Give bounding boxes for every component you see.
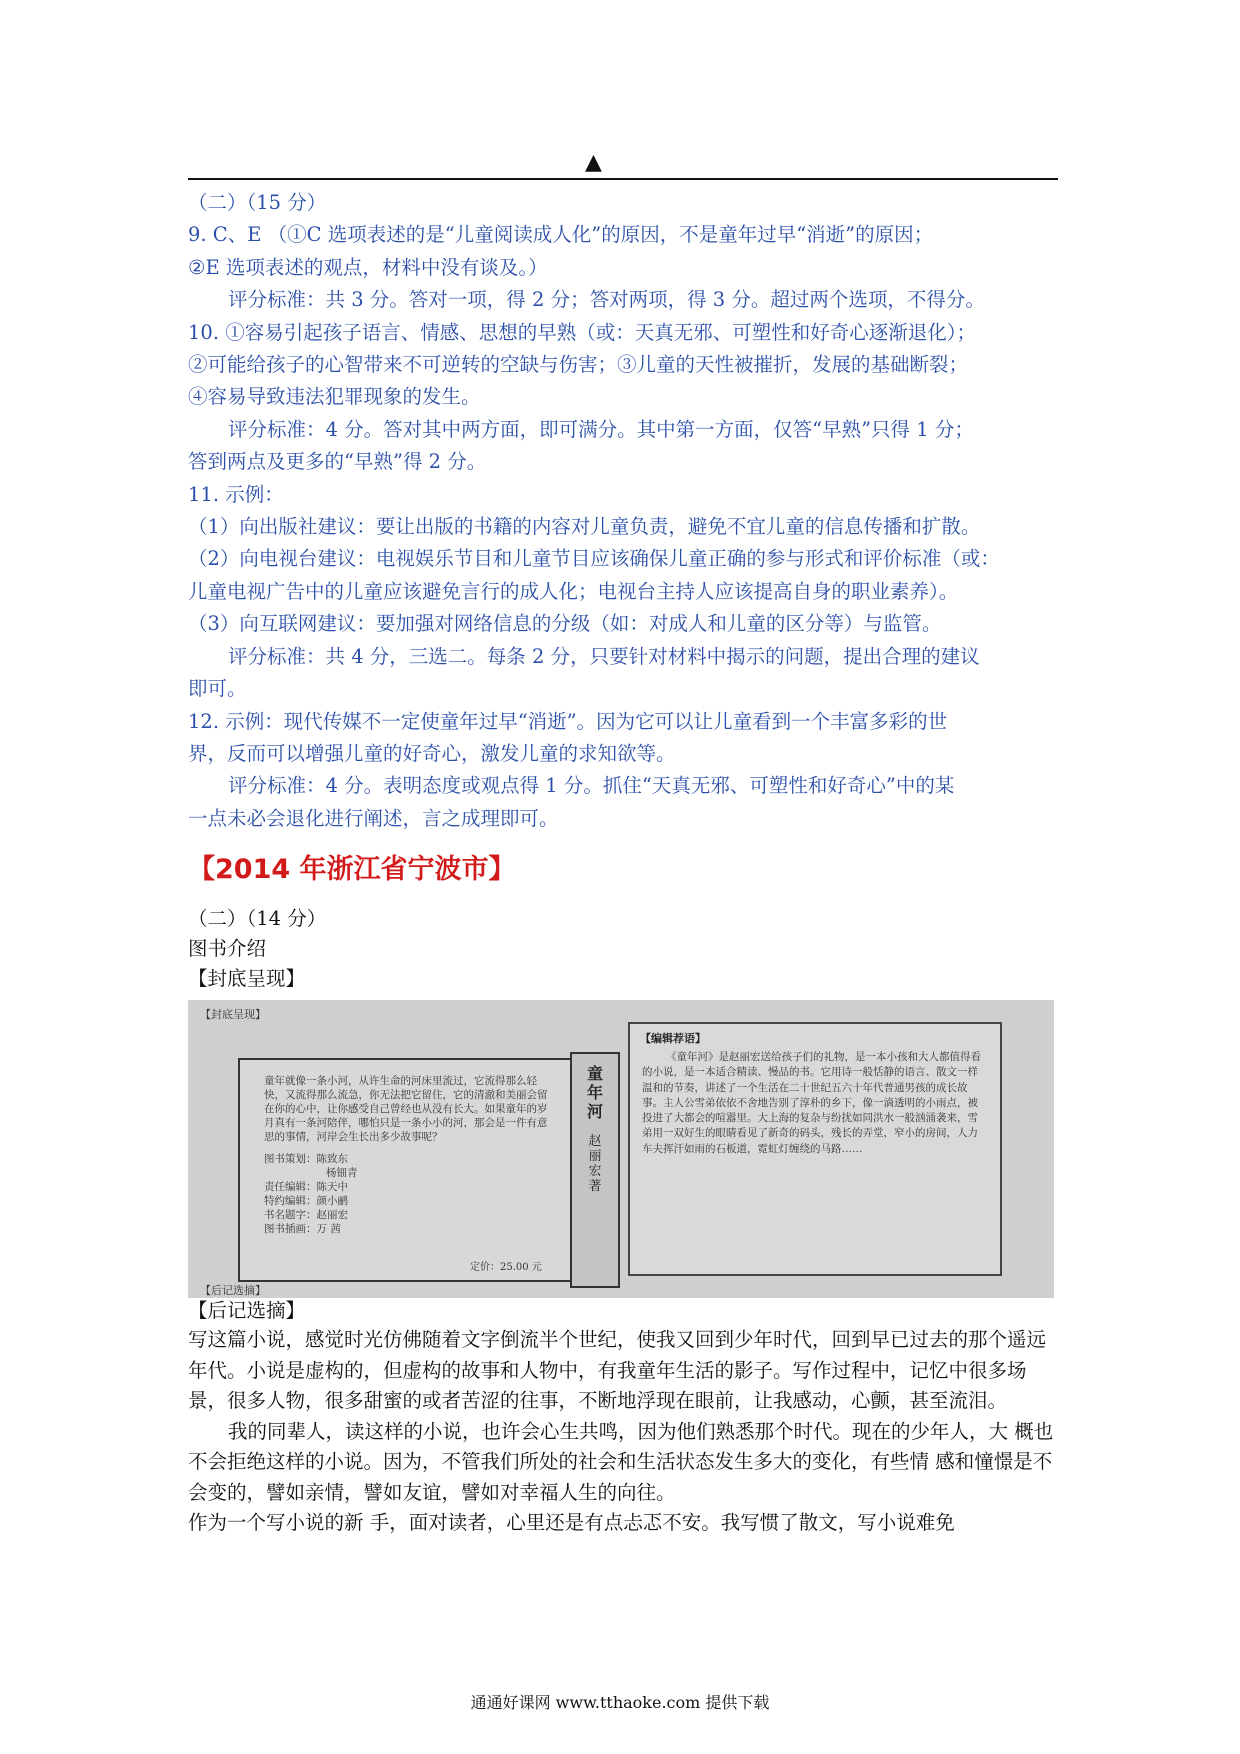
q10-score-line1: 评分标准：4 分。答对其中两方面，即可满分。其中第一方面，仅答“早熟”只得 1 分；	[228, 417, 974, 441]
page-footer: 通通好课网 www.tthaoke.com 提供下载	[470, 1693, 770, 1712]
leaf-body: 《童年河》是赵丽宏送给孩子们的礼物，是一本小孩和大人都值得看的小说，是一本适合精读、慢品的书。它用诗一般恬静的语言、散文一样温和的节奏，讲述了一个生活在二十世纪五六十年代普通男孩的成长故事。主人公雪弟依依不舍地告别了淳朴的乡下，像一滴透明的小雨点，被投进了大都会的喧嚣里。大上海的复杂与纷扰如同洪水一般汹涌袭来，雪弟用一双好生的眼睛看见了新奇的码头，残长的弄堂，窄小的房间，人力车夫挥汗如雨的石板道，霓虹灯缠绕的马路……	[642, 1051, 981, 1155]
q11-item2-line1: （2）向电视台建议：电视娱乐节目和儿童节目应该确保儿童正确的参与形式和评价标准（或：	[188, 547, 1000, 571]
afterword-paragraph: 作为一个写小说的新 手，面对读者，心里还是有点忐忑不安。我写惯了散文，写小说难免	[188, 1511, 955, 1534]
leaf-title: 【编辑荐语】	[640, 1032, 706, 1045]
divider-line	[188, 178, 1058, 180]
credit-line: 图书策划：陈致东	[264, 1153, 348, 1165]
credit-line: 书名题字：赵丽宏	[264, 1209, 348, 1221]
q9-line1: 9. C、E （①C 选项表述的是“儿童阅读成人化”的原因，不是童年过早“消逝”的原因；	[188, 223, 934, 247]
q9-line2: ②E 选项表述的观点，材料中没有谈及。）	[188, 255, 548, 279]
q12-line1: 12. 示例：现代传媒不一定使童年过早“消逝”。因为它可以让儿童看到一个丰富多彩的世	[188, 709, 948, 733]
section2-heading: （二）（14 分）	[188, 907, 327, 930]
book-illustration	[228, 1040, 628, 1290]
book-blurb: 童年就像一条小河，从许生命的河床里流过，它流得那么轻快，又流得那么流急，你无法把它留住，它的清澈和美丽会留在你的心中，让你感受自己曾经也从没有长大。如果童年的岁月真有一条河陪伴，哪怕只是一条小小的河，那会是一件有意思的事情，河岸会生长出多少故事呢？	[264, 1075, 548, 1143]
q12-line2: 界，反而可以增强儿童的好奇心，激发儿童的求知欲等。	[188, 741, 676, 765]
q11-heading: 11. 示例：	[188, 482, 284, 506]
q11-item2-line2: 儿童电视广告中的儿童应该避免言行的成人化；电视台主持人应该提高自身的职业素养）。	[188, 579, 959, 603]
afterword-paragraph: 写这篇小说，感觉时光仿佛随着文字倒流半个世纪，使我又回到少年时代，回到早已过去的那个遥远年代。小说是虚构的，但虚构的故事和人物中，有我童年生活的影子。写作过程中，记忆中很多场景，很多人物，很多甜蜜的或者苦涩的往事，不断地浮现在眼前，让我感动，心颤，甚至流泪。	[188, 1328, 1047, 1412]
afterword-text	[188, 1325, 1058, 1539]
q11-item3: （3）向互联网建议：要加强对网络信息的分级（如：对成人和儿童的区分等）与监管。	[188, 612, 942, 636]
exam-region-title: 【2014 年浙江省宁波市】	[188, 854, 516, 885]
credit-line: 责任编辑：陈天中	[264, 1181, 348, 1193]
q10-line1: 10. ①容易引起孩子语言、情感、思想的早熟（或：天真无邪、可塑性和好奇心逐渐退化）；	[188, 320, 976, 344]
q10-line2: ②可能给孩子的心智带来不可逆转的空缺与伤害；③儿童的天性被摧折，发展的基础断裂；	[188, 353, 969, 377]
q11-item1: （1）向出版社建议：要让出版的书籍的内容对儿童负责，避免不宜儿童的信息传播和扩散。	[188, 515, 981, 539]
image-tag-top: 【封底呈现】	[200, 1008, 266, 1021]
credit-line: 特约编辑：颜小鹂	[264, 1195, 348, 1207]
credit-line: 杨钿青	[326, 1167, 358, 1179]
book-back-cover	[238, 1058, 572, 1282]
book-spine	[570, 1052, 620, 1288]
editor-recommendation-leaf	[628, 1022, 1002, 1276]
book-blurb-area	[264, 1074, 554, 1236]
spine-author: 赵丽宏著	[588, 1134, 602, 1194]
spine-title: 童年河	[586, 1064, 603, 1121]
afterword-paragraph: 我的同辈人，读这样的小说，也许会心生共鸣，因为他们熟悉那个时代。现在的少年人，大 概也不会拒绝这样的小说。因为，不管我们所处的社会和生活状态发生多大的变化，有些情 感和憧憬是不会变的，譬如亲情，譬如友谊，譬如对幸福人生的向往。	[188, 1419, 1054, 1504]
q9-score: 评分标准：共 3 分。答对一项，得 2 分；答对两项，得 3 分。超过两个选项，不得分。	[228, 288, 985, 312]
q11-score-line1: 评分标准：共 4 分，三选二。每条 2 分，只要针对材料中揭示的问题，提出合理的建议	[228, 644, 980, 668]
q12-score-line1: 评分标准：4 分。表明态度或观点得 1 分。抓住“天真无邪、可塑性和好奇心”中的某	[228, 774, 955, 798]
book-cover-image	[188, 1000, 1054, 1298]
book-intro-label: 图书介绍	[188, 937, 267, 960]
book-price: 定价：25.00 元	[470, 1262, 542, 1273]
credit-line: 图书插画：万 茜	[264, 1223, 341, 1235]
q12-score-line2: 一点未必会退化进行阐述，言之成理即可。	[188, 806, 559, 830]
book-credits	[264, 1152, 554, 1236]
q10-line3: ④容易导致违法犯罪现象的发生。	[188, 385, 481, 409]
q10-score-line2: 答到两点及更多的“早熟”得 2 分。	[188, 450, 487, 474]
section-marker: ▲	[585, 150, 602, 175]
answer-key-block	[188, 187, 1058, 835]
afterword-label: 【后记选摘】	[188, 1299, 306, 1322]
cover-label: 【封底呈现】	[188, 967, 306, 990]
section-heading: （二）（15 分）	[188, 191, 327, 214]
image-tag-bottom: 【后记选摘】	[200, 1284, 266, 1297]
q11-score-line2: 即可。	[188, 677, 247, 701]
